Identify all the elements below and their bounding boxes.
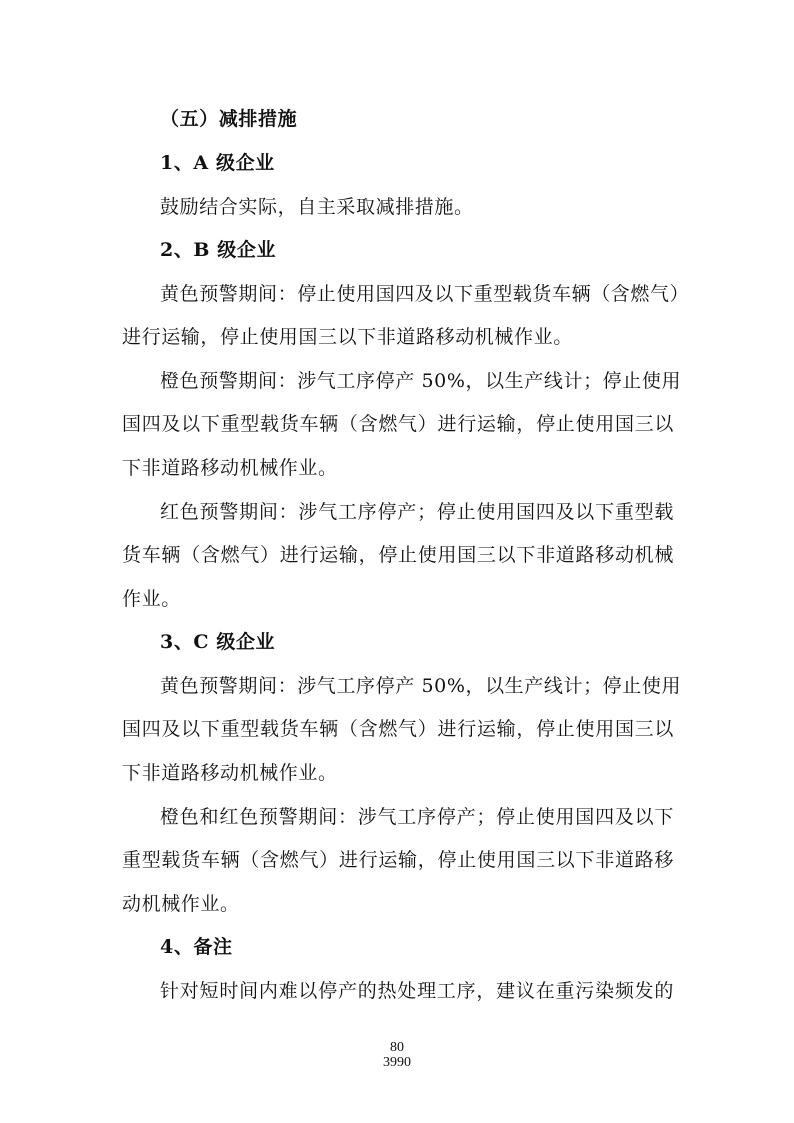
remarks-text: 针对短时间内难以停产的热处理工序，建议在重污染频发的 — [160, 980, 674, 1002]
grade-b-heading: 2、B 级企业 — [160, 239, 277, 261]
grade-c-yellow-line-3: 下非道路移动机械作业。 — [122, 762, 338, 784]
grade-b-red-line-2: 货车辆（含燃气）进行运输，停止使用国三以下非道路移动机械 — [122, 544, 674, 566]
grade-b-red-line-1: 红色预警期间：涉气工序停产；停止使用国四及以下重型载 — [160, 501, 674, 523]
grade-c-yellow-line-1: 黄色预警期间：涉气工序停产 50%，以生产线计；停止使用 — [160, 675, 682, 697]
grade-b-orange-line-2: 国四及以下重型载货车辆（含燃气）进行运输，停止使用国三以 — [122, 413, 674, 435]
grade-b-yellow-line-2: 进行运输，停止使用国三以下非道路移动机械作业。 — [122, 326, 573, 348]
grade-c-yellow-line-2: 国四及以下重型载货车辆（含燃气）进行运输，停止使用国三以 — [122, 718, 674, 740]
grade-b-yellow-line-1: 黄色预警期间：停止使用国四及以下重型载货车辆（含燃气） — [160, 283, 690, 305]
grade-c-heading: 3、C 级企业 — [160, 631, 276, 653]
grade-a-heading: 1、A 级企业 — [160, 152, 275, 174]
remarks-heading: 4、备注 — [160, 936, 233, 958]
grade-b-red-line-3: 作业。 — [122, 588, 181, 610]
page-number: 80 — [390, 1040, 404, 1055]
total-page-number: 3990 — [383, 1055, 411, 1070]
grade-c-orange-red-line-2: 重型载货车辆（含燃气）进行运输，停止使用国三以下非道路移 — [122, 849, 674, 871]
grade-b-orange-line-3: 下非道路移动机械作业。 — [122, 457, 338, 479]
grade-c-orange-red-line-3: 动机械作业。 — [122, 893, 240, 915]
grade-b-orange-line-1: 橙色预警期间：涉气工序停产 50%，以生产线计；停止使用 — [160, 370, 682, 392]
section-title: （五）减排措施 — [160, 108, 298, 130]
grade-c-orange-red-line-1: 橙色和红色预警期间：涉气工序停产；停止使用国四及以下 — [160, 806, 674, 828]
grade-a-text: 鼓励结合实际，自主采取减排措施。 — [160, 196, 474, 218]
